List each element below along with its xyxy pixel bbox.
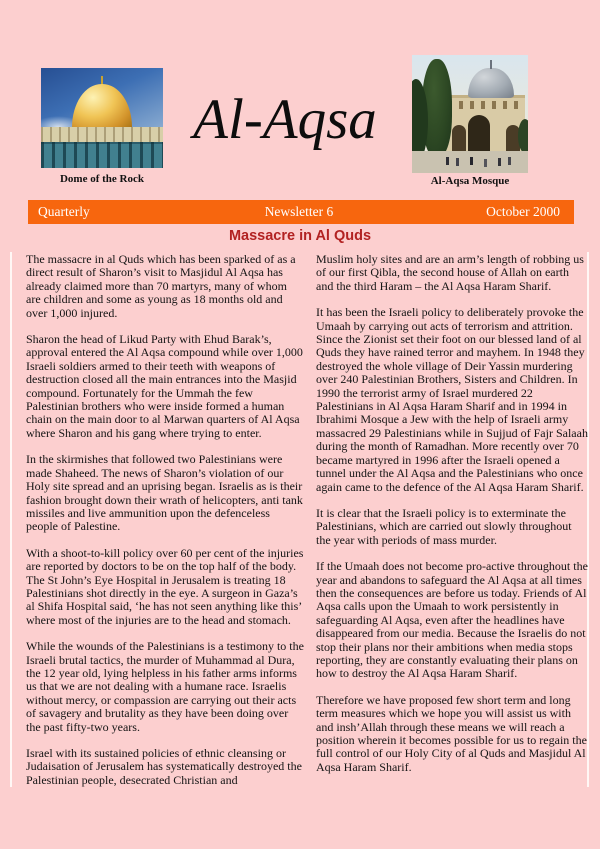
paragraph: Therefore we have proposed few short term and long term measures which we hope you will assist us with and insh’Allah through these means we will reach a position wherein it becomes possible for us to regain the full control of our Holy City of al Quds and Masjidul Al Aqsa Haram Sharif.: [316, 692, 587, 774]
people-art: [446, 157, 449, 165]
banner-issue-number: Newsletter 6: [264, 204, 334, 219]
paragraph: It has been the Israeli policy to deliberately provoke the Umaah by carrying out acts of terrorism and attrition. Since the Zionist set their foot on our blessed land of al Quds they have rained terror and mayhem. In 1948 they destroyed the whole village of Deir Yassin murdering over 240 Palestinian Brothers, Sisters and Children. In 1990 the terrorist army of Israel murdered 22 Palestinians in Al Aqsa Haram Sharif and in 1994 in Ibrahimi Mosque a Jew with the help of Israeli army massacred 29 Palestinians while in Sujjud of Fajr Salaah during the month of Ramadhan. More recently over 70 became martyred in 1996 after the Israeli opened a tunnel under the Al Aqsa and the Palestinians who once again came to the defence of the Al Aqsa Haram Sharif.: [316, 305, 588, 494]
courtyard-art: [412, 151, 528, 173]
paragraph: Israel with its sustained policies of ethnic cleansing or Judaisation of Jerusalem has systematically destroyed the Palestinian people, desecrated Christian and: [26, 746, 302, 787]
paragraph: Sharon the head of Likud Party with Ehud Barak’s, approval entered the Al Aqsa compound while over 1,000 Israeli soldiers armed to their teeth with weapons of destruction closed all the main entrances into the Masjid compound. Fortunately for the Ummah the few Palestinian brothers who were inside formed a human chain on the main door to al Marwan quarters of Al Aqsa where Sharon and his gang where trying to enter.: [26, 332, 303, 440]
paragraph: The massacre in al Quds which has been sparked of as a direct result of Sharon’s visit to Masjidul Al Aqsa has already claimed more than 70 martyrs, many of whom are children and some as young as 18 months old and over 1,000 injured.: [26, 252, 296, 320]
al-aqsa-mosque-image: [412, 55, 528, 173]
mosque-left-arch-art: [452, 125, 466, 151]
shrub-art: [518, 119, 528, 153]
mosque-windows-art: [448, 101, 521, 109]
banner-frequency: Quarterly: [38, 204, 90, 219]
paragraph: If the Umaah does not become pro-active throughout the year and abandons to safeguard the Al Aqsa at all times then the consequences are before us today. Friends of Al Aqsa calls upon the Umaah to work persistently in safeguarding Al Aqsa, even after the headlines have disappeared from our media. Because the Israelis do not stop their plans nor their ambitions when media stops reporting, they are constantly evaluating their plans on how to destroy the Al Aqsa Haram Sharif.: [316, 559, 588, 681]
dome-of-the-rock-caption: Dome of the Rock: [59, 173, 144, 185]
mosque-main-arch-art: [468, 115, 490, 151]
dome-of-the-rock-image: [41, 68, 163, 168]
dome-tiled-wall-art: [41, 142, 163, 168]
paragraph: With a shoot-to-kill policy over 60 per cent of the injuries are reported by doctors to be on the top half of the body. The St John’s Eye Hospital in Jerusalem is treating 18 Palestinians shot directly in the eye. A surgeon in Gaza’s al Shifa Hospital said, ‘he has not seen anything like this’ where most of the injuries are to the head and stomach.: [26, 545, 304, 627]
article-right-column: [316, 253, 588, 787]
mosque-finial-art: [490, 60, 492, 69]
column-rule-left: [10, 252, 12, 787]
article-headline: Massacre in Al Quds: [228, 228, 372, 244]
newsletter-title: Al-Aqsa: [193, 88, 377, 151]
paragraph: Muslim holy sites and are an arm’s length of robbing us of our first Qibla, the second house of Allah on earth and the third Haram – the Al Aqsa Haram Sharif.: [316, 252, 584, 293]
banner-date: October 2000: [486, 204, 560, 219]
dome-upper-wall-art: [41, 127, 163, 142]
issue-banner: [28, 200, 574, 224]
paragraph: While the wounds of the Palestinians is a testimony to the Israeli brutal tactics, the murder of Muhammad al Dura, the 12 year old, lying helpless in his father arms informs us that we are not dealing with a humane race. Israelis without mercy, or compassion are carrying out their acts of savagery and brutality as they have been doing over the past fifty-two years.: [26, 639, 304, 734]
paragraph: It is clear that the Israeli policy is to exterminate the Palestinians, which are carried out slowly throughout the year with periods of mass murder.: [316, 505, 572, 547]
paragraph: In the skirmishes that followed two Palestinians were made Shaheed. The news of Sharon’s violation of our Holy site spread and an uprising began. Israelis as is their fashion brought down their wrath of helicopters, anti tank missiles and live ammunition upon the defenceless people of Palestine.: [26, 452, 303, 534]
article-left-column: [26, 253, 304, 800]
al-aqsa-mosque-caption: Al-Aqsa Mosque: [430, 175, 510, 187]
